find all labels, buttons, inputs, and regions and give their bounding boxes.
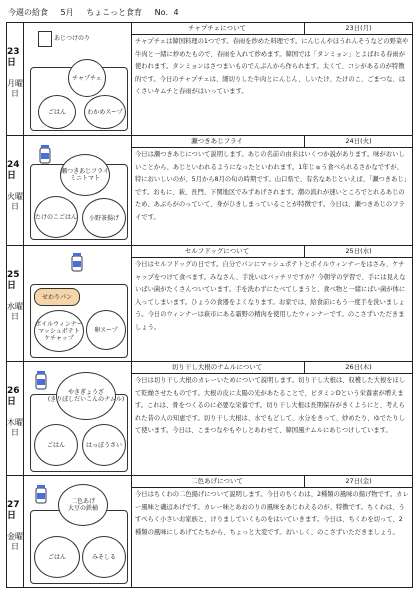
menu-title-bar: [132, 246, 412, 258]
nori-pack-icon: [38, 31, 52, 47]
menu-date: 26日(木): [304, 362, 412, 373]
menu-title: 切り干し大根のナムルについて: [171, 363, 263, 371]
date-column: [7, 362, 24, 475]
menu-description: 今日はセルフドッグの日です。自分でパンにマッシュポテトとボイルウィンナーをはさみ、ケチャップをつけて食べます。みなさん、手洗いはバッチリですか？今朝学の学習で、手には見えないばい菌がたくさんついています。手を洗わずにたべてしまうと、食べ物と一緒にばい菌が体に入ってしまいます。ひょうの食器をよくなります。お家では、給食前にもう一度手を洗いましょう。今日のウィンナーは萩市にある霜野の精肉を使用したウィンナーです。のこさずいただきましょう。: [135, 261, 406, 331]
date-column: [7, 136, 24, 245]
main-dish-plate: [47, 372, 125, 420]
menu-sheet: [6, 22, 413, 588]
menu-title: チャプチェについて: [188, 24, 246, 32]
menu-title-bar: [132, 476, 412, 488]
rice-bowl: [34, 196, 78, 238]
milk-bottle-icon: [70, 252, 84, 272]
milk-bottle-icon: [38, 144, 52, 164]
day-date: 26日: [7, 386, 20, 407]
description-column: [132, 476, 412, 587]
day-row: [7, 246, 412, 362]
day-row: [7, 23, 412, 136]
menu-description: 今日は切り干し大根のカレーいためについて説明します。切り干し大根は、収穫した大根をほして乾燥させたものです。大根の皮に太陽の光があたることで、ビタミンDという栄養素が増えます。これは、骨をつくるのに必要な栄養です。切り干し大根は長期保存がきくようにと、考えられた昔の人の知恵です。切り干し大根は、水でもどして、水分をきって、炒めたり、ゆでたりして使います。今日は、こまつなやもやしとあわせて、韓国風ナムルにあじつけしています。: [135, 377, 406, 435]
meal-item-label: あじつけのり: [54, 35, 91, 42]
header-month: 5月: [60, 8, 74, 17]
meal-item-label: わかめスープ: [87, 108, 123, 116]
meal-item-label: せわりパン: [41, 293, 72, 301]
day-weekday: 木曜日: [7, 418, 23, 437]
meal-illustration: [24, 136, 132, 245]
menu-title: 瀬つきあじフライ: [191, 137, 243, 145]
soup-bowl: [82, 536, 126, 578]
meal-item-label: 小野茶揚げ: [88, 214, 119, 222]
milk-bottle-icon: [34, 484, 48, 504]
menu-description: 今日は瀬つきあじについて説明します。あじの名前の由来はいくつか説があります。味がおいしいことから、あじといわれるようになったといわれます。1年じゅう食べられるさかなですが、特においしいのが、5月から8月の旬の時期です。山口県で、有名なあじといえば、「瀬つきあじ」です。おもに、萩、長門、下関地区でみずあげされます。潮の流れが速いところでとれるあじのため、あぶらがのっていて、身がひきしまっていることが特徴です。今日は、瀬つきあじのフライです。: [135, 151, 407, 221]
bread-roll: [34, 288, 80, 306]
rice-bowl: [34, 424, 78, 466]
meal-illustration: [24, 362, 132, 475]
page-header: [8, 6, 189, 20]
main-dish-plate: [60, 154, 110, 196]
day-row: [7, 362, 412, 476]
menu-date: 25日(水): [304, 246, 412, 257]
meal-item-label: やきぎょうざ (きりぼしだいこんのナムル): [47, 389, 125, 403]
header-subtitle: ちょこっと食育: [86, 8, 143, 17]
day-date: 25日: [7, 270, 20, 291]
meal-illustration: [24, 246, 132, 361]
rice-bowl: [34, 536, 80, 578]
meal-item-label: チャプチェ: [72, 74, 102, 82]
main-dish-bowl: [68, 59, 106, 97]
rice-bowl: [38, 95, 76, 129]
day-date: 23日: [7, 47, 20, 68]
soup-bowl: [82, 424, 126, 466]
meal-item-label: はっぽうさい: [85, 441, 122, 449]
day-date: 24日: [7, 160, 20, 181]
menu-title-bar: [132, 362, 412, 374]
soup-bowl: [84, 95, 126, 129]
date-column: [7, 476, 24, 587]
main-dish-plate: [58, 484, 108, 526]
meal-illustration: [24, 23, 132, 135]
meal-item-label: 卵スープ: [94, 326, 118, 334]
header-title: 今週の給食: [8, 8, 48, 17]
meal-item-label: 二色あげ 大豆の鉄桶: [67, 498, 98, 512]
meal-item-label: 瀬つきあじフライ ミニトマト: [61, 168, 109, 182]
header-number: No．4: [154, 8, 179, 17]
menu-title: 二色あげについて: [191, 477, 243, 485]
day-weekday: 金曜日: [7, 532, 23, 551]
menu-date: 24日(火): [304, 136, 412, 147]
soup-bowl: [86, 310, 126, 350]
description-column: [132, 246, 412, 361]
day-row: [7, 136, 412, 246]
menu-title-bar: [132, 23, 412, 35]
meal-item-label: みそしる: [91, 553, 116, 561]
day-weekday: 月曜日: [7, 79, 23, 98]
description-column: [132, 23, 412, 135]
menu-description: 今日はちくわの二色揚げについて説明します。今日のちくわは、2種類の風味の揚げ物です。カレー風味と磯辺あげです。カレー味とあおのりの風味をあじわえるのが、特徴です。ちくわは、うすぺらく小さいお家族と、けりましていくものをはいていきます。今日は、ちくわを切って、2種類の風味にしあげてたちから、ちょっと大変です。おいしく、のこさずいただきましょう。: [135, 491, 409, 536]
milk-bottle-icon: [34, 370, 48, 390]
day-row: [7, 476, 412, 587]
menu-title-bar: [132, 136, 412, 148]
meal-item-label: ボイルウィンナー マッシュポテト ケチャップ: [35, 320, 83, 342]
main-dish-plate: [34, 310, 84, 352]
day-weekday: 水曜日: [7, 302, 23, 321]
menu-date: 23日(月): [304, 23, 412, 34]
day-date: 27日: [7, 500, 20, 521]
menu-date: 27日(金): [304, 476, 412, 487]
meal-item-label: ごはん: [47, 108, 66, 116]
menu-title: セルフドッグについて: [184, 247, 250, 255]
description-column: [132, 362, 412, 475]
meal-illustration: [24, 476, 132, 587]
meal-item-label: ごはん: [46, 441, 65, 449]
date-column: [7, 23, 24, 135]
day-weekday: 火曜日: [7, 192, 23, 211]
meal-item-label: たけのこごはん: [35, 213, 78, 221]
menu-description: チャプチェは韓国料理の1つです。春雨を炒めた料理です。にんじんやほうれんそうなどの野菜や牛肉と一緒に炒めたもので、春雨を入れて炒めます。韓国では「タンミョン」とよばれる春雨が使われます。タンミョンはさつまいものでんぷんから作られます。太くて、コシがあるのが特徴的です。今日のチャプチェは、細切りした牛肉とにんじん、しいたけ、たけのこ、ごまつな、はくさいキムチと春雨がはいっています。: [135, 38, 409, 96]
date-column: [7, 246, 24, 361]
side-dish-bowl: [82, 198, 126, 238]
description-column: [132, 136, 412, 245]
meal-item-label: ごはん: [47, 553, 66, 561]
